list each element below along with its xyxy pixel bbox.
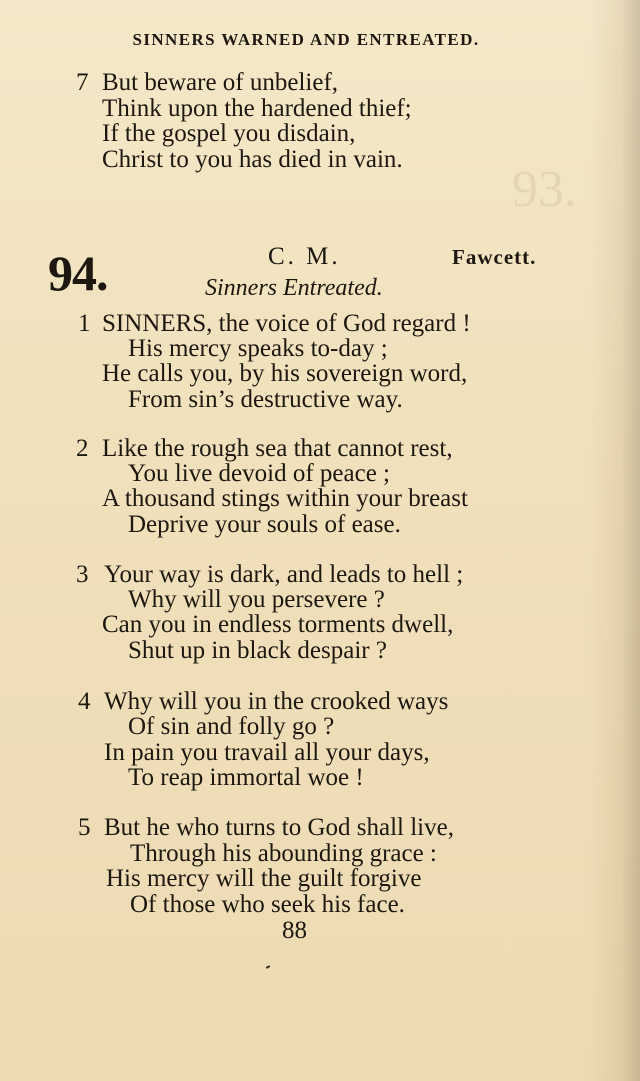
verse-line: Why will you persevere ? bbox=[128, 586, 385, 613]
hymn-meter: C. M. bbox=[268, 243, 341, 270]
verse-line: Christ to you has died in vain. bbox=[102, 146, 403, 173]
verse-line: You live devoid of peace ; bbox=[128, 460, 390, 487]
stanza-number: 2 bbox=[76, 435, 89, 462]
hymn-number: 94. bbox=[48, 245, 108, 301]
verse-line: But beware of unbelief, bbox=[102, 69, 339, 96]
verse-line: Of sin and folly go ? bbox=[128, 713, 335, 740]
verse-line: Through his abounding grace : bbox=[130, 840, 437, 867]
verse-line: Of those who seek his face. bbox=[130, 891, 405, 918]
verse-line: His mercy will the guilt forgive bbox=[106, 865, 422, 892]
verse-line: Shut up in black despair ? bbox=[128, 637, 387, 664]
stanza-number: 3 bbox=[76, 561, 89, 588]
ink-speck bbox=[266, 965, 270, 969]
hymn-subtitle: Sinners Entreated. bbox=[205, 275, 383, 301]
verse-line: His mercy speaks to-day ; bbox=[128, 335, 388, 362]
verse-line: SINNERS, the voice of God regard ! bbox=[102, 310, 471, 337]
verse-line: Deprive your souls of ease. bbox=[128, 511, 401, 538]
stanza-number: 5 bbox=[78, 814, 91, 841]
hymn-composer: Fawcett. bbox=[452, 245, 537, 269]
verse-line: To reap immortal woe ! bbox=[128, 764, 364, 791]
verse-line: If the gospel you disdain, bbox=[102, 120, 356, 147]
verse-line: Why will you in the crooked ways bbox=[104, 688, 449, 715]
verse-line: A thousand stings within your breast bbox=[102, 485, 468, 512]
verse-line: But he who turns to God shall live, bbox=[104, 814, 454, 841]
stanza-number: 1 bbox=[78, 310, 91, 337]
verse-line: From sin’s destructive way. bbox=[128, 386, 403, 413]
verse-line: Like the rough sea that cannot rest, bbox=[102, 435, 453, 462]
verse-line: Can you in endless torments dwell, bbox=[102, 611, 454, 638]
verse-line: Think upon the hardened thief; bbox=[102, 95, 412, 122]
page-number: 88 bbox=[282, 917, 307, 944]
running-head: SINNERS WARNED AND ENTREATED. bbox=[132, 30, 480, 49]
show-through-number: 93. bbox=[512, 161, 577, 218]
verse-line: In pain you travail all your days, bbox=[104, 739, 430, 766]
stanza-number: 7 bbox=[76, 69, 89, 96]
verse-line: He calls you, by his sovereign word, bbox=[102, 360, 468, 387]
stanza-number: 4 bbox=[78, 688, 91, 715]
verse-line: Your way is dark, and leads to hell ; bbox=[104, 561, 464, 588]
